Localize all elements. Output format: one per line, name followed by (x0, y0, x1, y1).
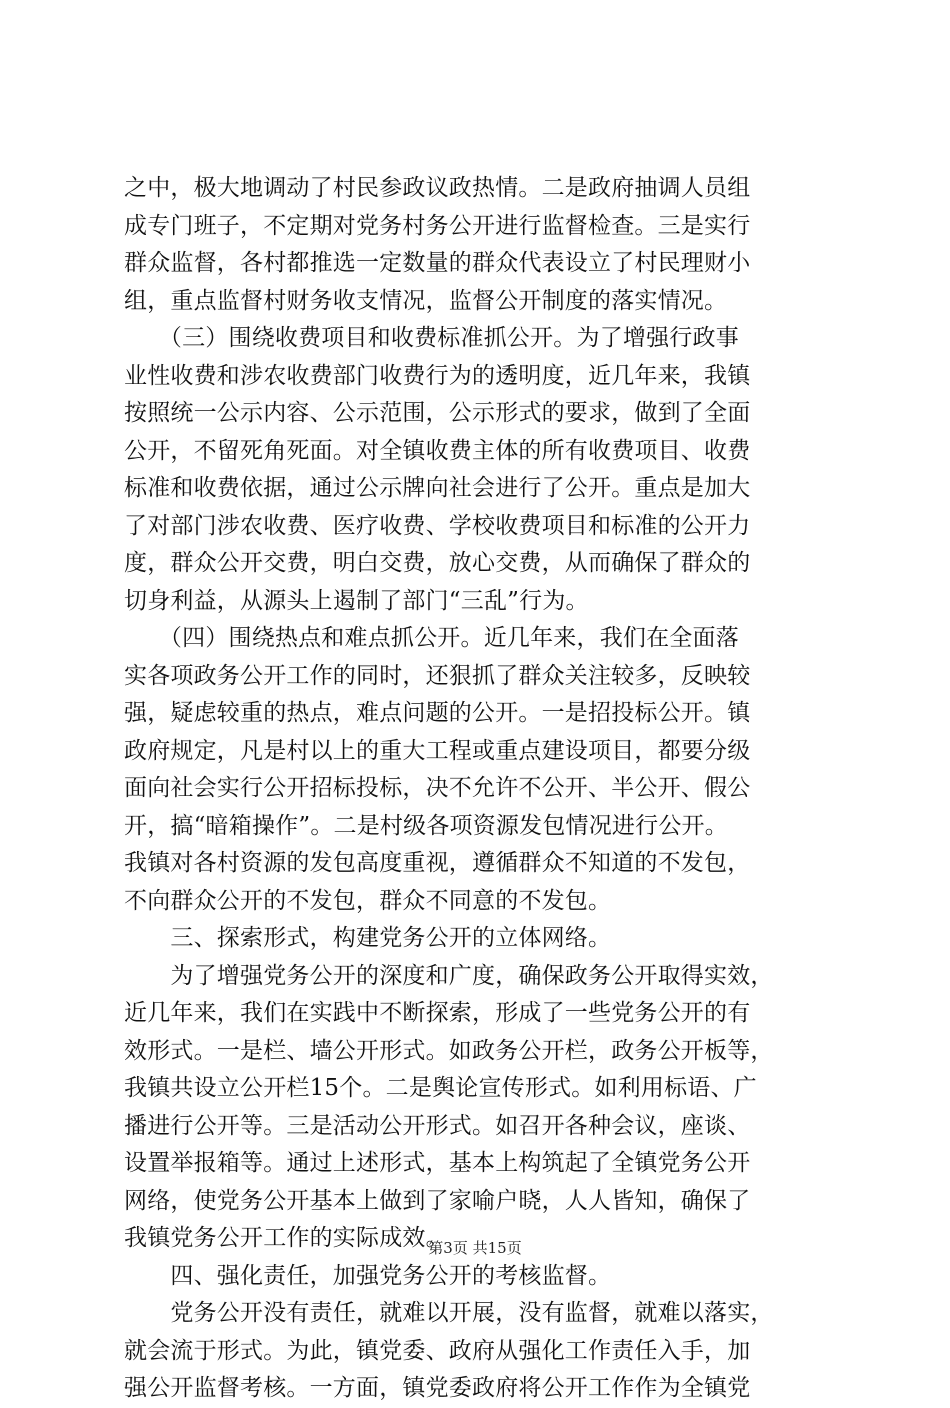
text-line: 播进行公开等。三是活动公开形式。如召开各种会议，座谈、 (124, 1112, 751, 1139)
text-line: 组，重点监督村财务收支情况，监督公开制度的落实情况。 (124, 287, 728, 314)
text-line: 成专门班子，不定期对党务村务公开进行监督检查。三是实行 (124, 212, 751, 239)
page-footer: 第3页 共15页 (428, 1239, 522, 1257)
text-line: 设置举报箱等。通过上述形式，基本上构筑起了全镇党务公开 (124, 1150, 751, 1176)
text-line: 为了增强党务公开的深度和广度，确保政务公开取得实效， (124, 962, 774, 989)
text-line: 实各项政务公开工作的同时，还狠抓了群众关注较多，反映较 (124, 662, 751, 689)
document-body (124, 170, 836, 1408)
text-line: 按照统一公示内容、公示范围，公示形式的要求，做到了全面 (124, 400, 751, 426)
text-line: 我镇党务公开工作的实际成效。 (124, 1225, 449, 1251)
text-line: （四）围绕热点和难点抓公开。近几年来，我们在全面落 (124, 625, 739, 651)
text-line: 公开，不留死角死面。对全镇收费主体的所有收费项目、收费 (124, 437, 751, 464)
text-line: 标准和收费依据，通过公示牌向社会进行了公开。重点是加大 (124, 475, 751, 501)
text-line: 度，群众公开交费，明白交费，放心交费，从而确保了群众的 (124, 550, 751, 576)
text-line: 党务公开没有责任，就难以开展，没有监督，就难以落实， (124, 1300, 774, 1326)
text-line: 我镇共设立公开栏15个。二是舆论宣传形式。如利用标语、广 (124, 1075, 757, 1101)
text-line: 切身利益，从源头上遏制了部门“三乱”行为。 (124, 587, 589, 614)
text-line: 四、强化责任，加强党务公开的考核监督。 (124, 1262, 612, 1289)
text-line: 三、探索形式，构建党务公开的立体网络。 (124, 925, 612, 951)
text-line: 我镇对各村资源的发包高度重视，遵循群众不知道的不发包， (124, 850, 751, 876)
text-line: 近几年来，我们在实践中不断探索，形成了一些党务公开的有 (124, 1000, 751, 1026)
text-line: 了对部门涉农收费、医疗收费、学校收费项目和标准的公开力 (124, 512, 751, 539)
text-line: 网络，使党务公开基本上做到了家喻户晓，人人皆知，确保了 (124, 1187, 751, 1214)
text-line: 之中，极大地调动了村民参政议政热情。二是政府抽调人员组 (124, 175, 751, 201)
text-line: （三）围绕收费项目和收费标准抓公开。为了增强行政事 (124, 325, 739, 351)
text-line: 开，搞“暗箱操作”。二是村级各项资源发包情况进行公开。 (124, 812, 728, 839)
text-line: 效形式。一是栏、墙公开形式。如政务公开栏，政务公开板等， (124, 1037, 774, 1064)
text-line: 强公开监督考核。一方面，镇党委政府将公开工作作为全镇党 (124, 1375, 751, 1401)
text-line: 不向群众公开的不发包，群众不同意的不发包。 (124, 887, 612, 914)
text-line: 强，疑虑较重的热点，难点问题的公开。一是招投标公开。镇 (124, 700, 751, 726)
text-line: 就会流于形式。为此，镇党委、政府从强化工作责任入手，加 (124, 1337, 751, 1364)
text-line: 政府规定，凡是村以上的重大工程或重点建设项目，都要分级 (124, 737, 751, 764)
text-line: 业性收费和涉农收费部门收费行为的透明度，近几年来，我镇 (124, 362, 751, 389)
text-line: 面向社会实行公开招标投标，决不允许不公开、半公开、假公 (124, 775, 751, 801)
text-line: 群众监督，各村都推选一定数量的群众代表设立了村民理财小 (124, 250, 751, 276)
